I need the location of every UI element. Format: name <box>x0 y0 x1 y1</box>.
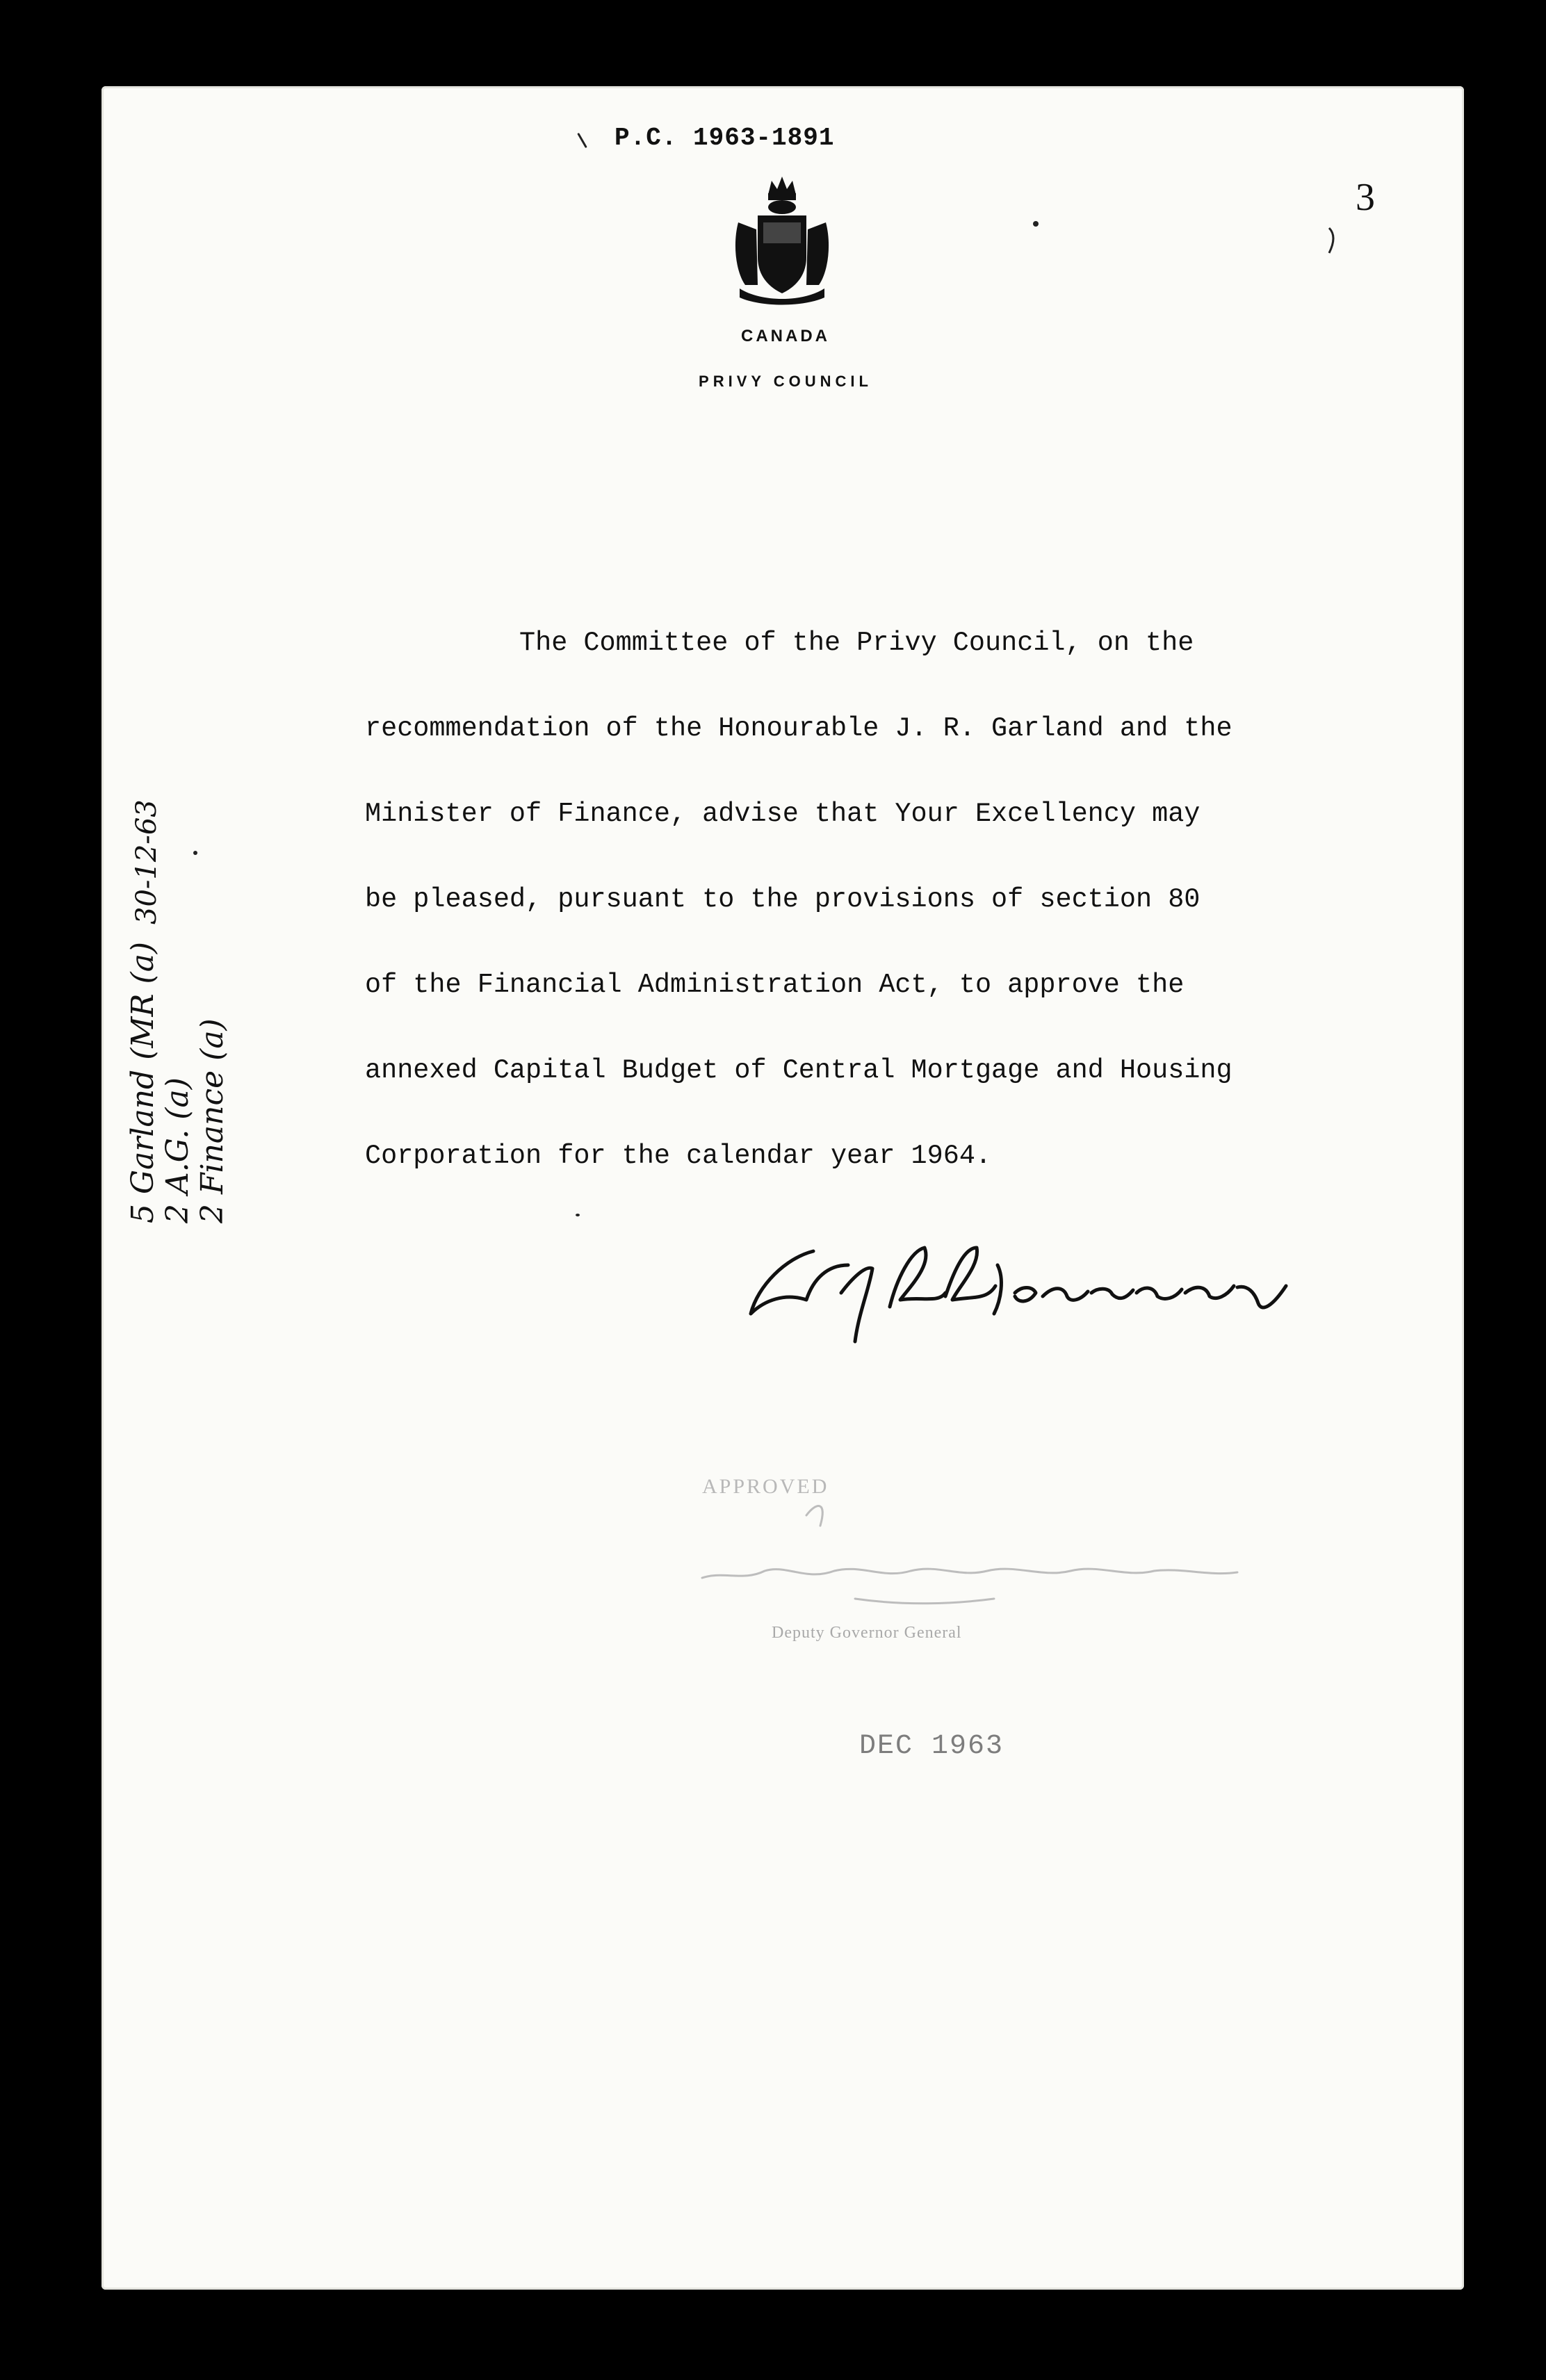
country-heading: CANADA <box>741 327 830 345</box>
ink-speck <box>576 1214 580 1216</box>
ink-speck <box>193 851 197 855</box>
body-line: recommendation of the Honourable J. R. Garland and the <box>365 713 1232 744</box>
page-number: 3 <box>1356 176 1375 219</box>
body-line: Corporation for the calendar year 1964. <box>365 1141 992 1171</box>
body-line: Minister of Finance, advise that Your Excellency may <box>365 799 1201 829</box>
coat-of-arms-icon <box>730 174 834 306</box>
margin-note-date: 30-12-63 <box>131 799 163 924</box>
margin-note: 5 Garland (MR (a) <box>125 941 161 1223</box>
order-body <box>365 619 1338 1217</box>
body-line: of the Financial Administration Act, to approve the <box>365 970 1185 1000</box>
body-line: annexed Capital Budget of Central Mortgage and Housing <box>365 1055 1232 1086</box>
handwritten-signature-icon <box>737 1237 1307 1348</box>
approved-stamp-label: APPROVED <box>702 1475 829 1498</box>
council-heading: PRIVY COUNCIL <box>699 373 872 390</box>
margin-note: 2 Finance (a) <box>195 1018 230 1223</box>
ink-speck <box>1033 221 1039 227</box>
pencil-tick-mark <box>1325 225 1339 257</box>
margin-note: 2 A.G. (a) <box>160 1077 195 1223</box>
body-line: The Committee of the Privy Council, on the <box>519 628 1194 658</box>
body-line: be pleased, pursuant to the provisions of section 80 <box>365 884 1201 915</box>
stamp-signatory-title: Deputy Governor General <box>772 1624 962 1642</box>
stamp-date: DEC 1963 <box>859 1731 1004 1762</box>
order-in-council-number: P.C. 1963-1891 <box>615 124 835 152</box>
approval-stamp <box>681 1467 1265 1696</box>
